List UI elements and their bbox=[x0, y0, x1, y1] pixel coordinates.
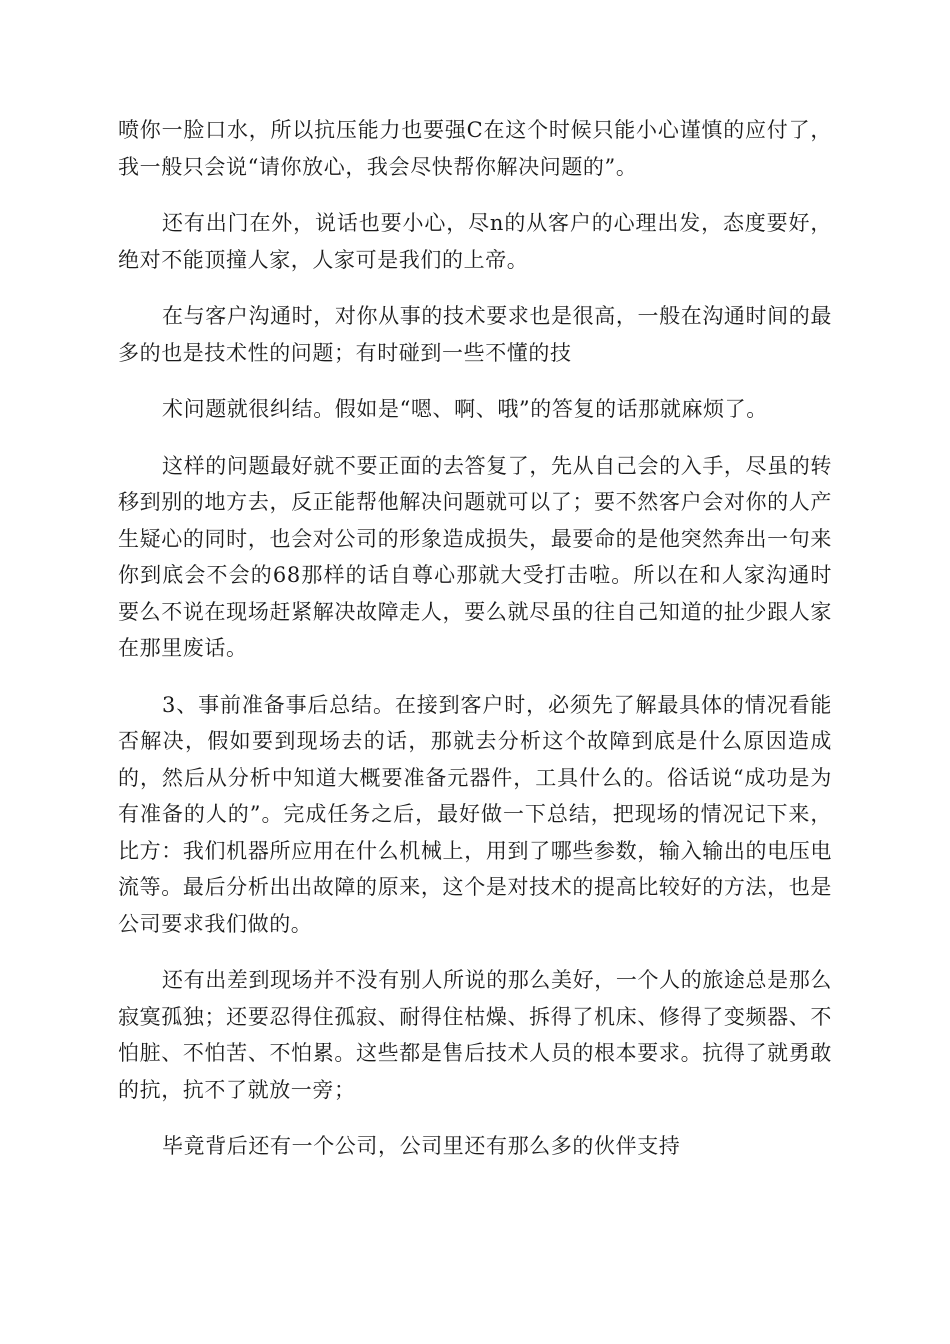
paragraph-8: 毕竟背后还有一个公司，公司里还有那么多的伙伴支持 bbox=[162, 1134, 681, 1158]
paragraph-5: 这样的问题最好就不要正面的去答复了，先从自己会的入手，尽虽的转移到别的地方去，反正能帮他解决问题就可以了；要不然客户会对你的人产生疑心的同时，也会对公司的形象造成损失，最要命的是他突然奔出一句来你到底会不会的68那样的话自尊心那就大受打击啦。所以在和人家沟通时要么不说在现场赶紧解决故障走人，要么就尽虽的往自己知道的扯少跟人家在那里废话。 bbox=[118, 453, 832, 660]
paragraph-1: 喷你一脸口水，所以抗压能力也要强C在这个时候只能小心谨慎的应付了，我一般只会说“请你放心，我会尽快帮你解决问题的”。 bbox=[118, 118, 832, 179]
paragraph-2: 还有出门在外，说话也要小心，尽n的从客户的心理出发，态度要好，绝对不能顶撞人家，人家可是我们的上帝。 bbox=[118, 211, 832, 272]
paragraph-3: 在与客户沟通时，对你从事的技术要求也是很高，一般在沟通时间的最多的也是技术性的问题；有时碰到一些不懂的技 bbox=[118, 304, 832, 365]
document-body bbox=[118, 112, 832, 1185]
paragraph-7: 还有出差到现场并不没有别人所说的那么美好，一个人的旅途总是那么寂寞孤独；还要忍得住孤寂、耐得住枯燥、拆得了机床、修得了变频器、不怕脏、不怕苦、不怕累。这些都是售后技术人员的根本要求。抗得了就勇敢的抗，抗不了就放一旁； bbox=[118, 968, 832, 1102]
paragraph-6: 3、事前准备事后总结。在接到客户时，必须先了解最具体的情况看能否解决，假如要到现场去的话，那就去分析这个故障到底是什么原因造成的，然后从分析中知道大概要准备元器件，工具什么的。俗话说“成功是为有准备的人的”。完成任务之后，最好做一下总结，把现场的情况记下来，比方：我们机器所应用在什么机械上，用到了哪些参数，输入输出的电压电流等。最后分析出出故障的原来，这个是对技术的提高比较好的方法，也是公司要求我们做的。 bbox=[118, 692, 832, 936]
paragraph-4: 术问题就很纠结。假如是“嗯、啊、哦”的答复的话那就麻烦了。 bbox=[162, 397, 768, 421]
